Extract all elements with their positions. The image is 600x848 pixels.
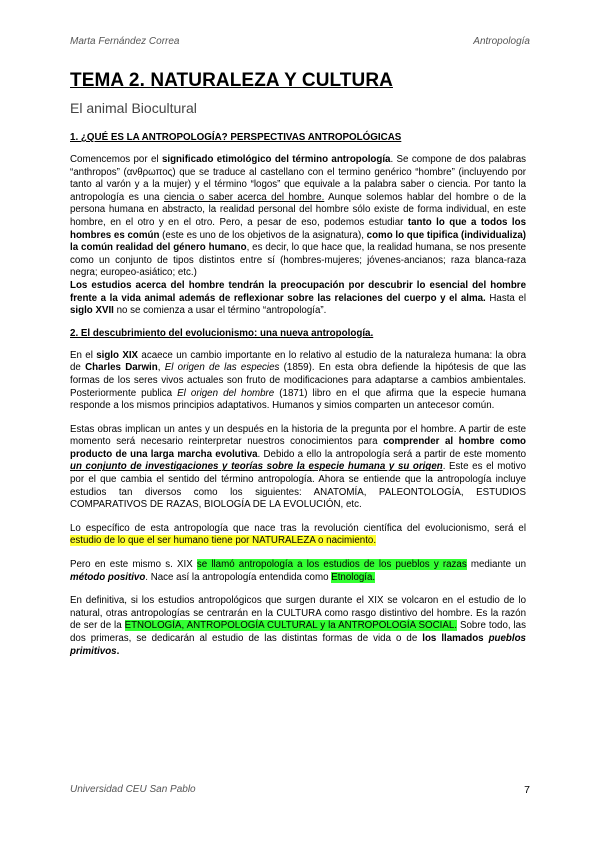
bold-text: significado etimológico del término antropología [161, 154, 391, 165]
page-header [70, 36, 530, 47]
bold-text: Los estudios acerca del hombre tendrán la preocupación por descubrir lo esencial del hombre frente a la vida animal además de reflexionar sobre las relaciones del cuerpo y el alma. [70, 279, 526, 304]
header-subject: Antropología [473, 36, 530, 47]
highlighted-text: se llamó antropología a los estudios de los pueblos y razas [196, 559, 467, 571]
footer-institution: Universidad CEU San Pablo [70, 784, 196, 795]
paragraph-culture [70, 595, 526, 658]
bold-text: como lo que tipifica (individualiza) la común realidad del género humano [70, 229, 526, 254]
text-run: , [157, 362, 165, 374]
paragraph-studies [70, 280, 526, 318]
paragraph-darwin [70, 350, 526, 413]
section-heading-1: 1. ¿QUÉ ES LA ANTROPOLOGÍA? PERSPECTIVAS ANTROPOLÓGICAS [70, 132, 402, 143]
bold-text: Charles Darwin [85, 362, 158, 374]
page-title: TEMA 2. NATURALEZA Y CULTURA [70, 70, 393, 91]
text-run: Pero en este mismo s. XIX [70, 559, 197, 571]
text-run: En definitiva, si los estudios antropológicos que surgen durante el XIX se volcaron en el estudio de lo natural, otras antropologías se centrarán en la CULTURA como rasgo distintivo del hombre. Es la razón de ser de la [70, 595, 526, 632]
italic-text: El origen de las especies [164, 362, 280, 374]
text-run: Hasta el [485, 292, 526, 304]
bold-italic-text: un conjunto de investigaciones y teorías sobre la especie humana y su origen [70, 461, 443, 473]
paragraph-nature [70, 523, 526, 548]
text-run: (este es uno de los objetivos de la asignatura), [159, 229, 367, 241]
text-run: . Nace así la antropología entendida como [145, 571, 332, 583]
bold-text: los llamados [422, 633, 489, 644]
text-run: En el [70, 349, 97, 361]
italic-text: El origen del hombre [177, 387, 275, 399]
text-run: Sobre todo, las dos primeras, se dedicarán al estudio de las distintas formas de vida o de [70, 620, 526, 644]
bold-text: tanto lo que a todos los hombres es común [70, 216, 526, 241]
text-run: Estas obras implican un antes y un después en la historia de la pregunta por el hombre. A partir de este momento será necesario reinterpretar nuestros conocimientos para [70, 423, 526, 448]
text-run: (1871) libro en el que afirma que la especie humana responde a los mismos principios adaptativos. Humanos y simios comparten un antecesor común. [70, 387, 527, 412]
text-run: Aunque solemos hablar del hombre o de la persona humana en abstracto, la realidad personal del hombre sólo existe de forma individual, en este hombre, en el otro y en el otro. Pero, a pesar de eso, podemos estudiar [70, 191, 526, 228]
bold-text: . [116, 645, 120, 657]
paragraph-etymology [70, 154, 526, 280]
text-run: acaece un cambio importante en lo relativo al estudio de la naturaleza humana: la obra de [70, 349, 526, 374]
page-subtitle: El animal Biocultural [70, 100, 197, 116]
text-run: (1859). En esta obra defiende la hipótesis de que las formas de los seres vivos actuales son fruto de modificaciones para adaptarse a cambios ambientales. Posteriormente publica [70, 362, 527, 399]
text-run: . Se compone de dos palabras “anthropos” (ανθρωπος) que se traduce al castellano con el termino genérico “hombre” (incluyendo por tanto al varón y a la mujer) y el término “logos” que equivale a la palabra saber o ciencia. Por tanto la antropología es una [70, 154, 526, 203]
header-author: Marta Fernández Correa [70, 36, 180, 47]
highlighted-text: Etnología. [331, 571, 376, 583]
bold-text: siglo XIX [96, 349, 139, 361]
highlighted-text: ETNOLOGÍA, ANTROPOLOGÍA CULTURAL y la ANTROPOLOGÍA SOCIAL. [124, 620, 457, 632]
underlined-text: ciencia o saber acerca del hombre. [164, 191, 325, 203]
text-run: no se comienza a usar el término “antropología”. [113, 305, 327, 317]
text-run: mediante un [466, 559, 527, 571]
text-run: . Este es el motivo por el que cambia el sentido del término antropología. Ahora se entiende que la antropología incluye estudios tan diversos como los siguientes: ANATOMÍA, PALEONTOLOGÍA, ESTUDIOS COMPARATIVOS DE RAZAS, BIOLOGÍA DE LA EVOLUCIÓN, etc. [70, 461, 526, 511]
bold-text: comprender al hombre como producto de una larga marcha evolutiva [70, 436, 526, 460]
text-run: . Debido a ello la antropología será a partir de este momento [257, 448, 526, 460]
bold-text: siglo XVII [70, 305, 114, 317]
paragraph-ethnology [70, 559, 526, 584]
text-run: , es decir, lo que hace que, la realidad humana, se nos presente como un conjunto de tipos distintos entre sí (hombres-mujeres; jóvenes-ancianos; raza blanca-raza negra; europeo-asiático; etc.) [70, 242, 526, 279]
page-number: 7 [524, 784, 530, 796]
paragraph-evolution [70, 424, 526, 512]
text-run: Comencemos por el [70, 154, 162, 165]
section-heading-2: 2. El descubrimiento del evolucionismo: una nueva antropología. [70, 327, 374, 339]
text-run: Lo específico de esta antropología que nace tras la revolución científica del evolucionismo, será el [70, 522, 526, 534]
bold-italic-text: método positivo [70, 571, 146, 583]
page-content [70, 70, 526, 658]
page-footer [70, 784, 530, 796]
highlighted-text: estudio de lo que el ser humano tiene por NATURALEZA o nacimiento. [70, 535, 377, 547]
bold-italic-text: pueblos primitivos [70, 633, 526, 657]
